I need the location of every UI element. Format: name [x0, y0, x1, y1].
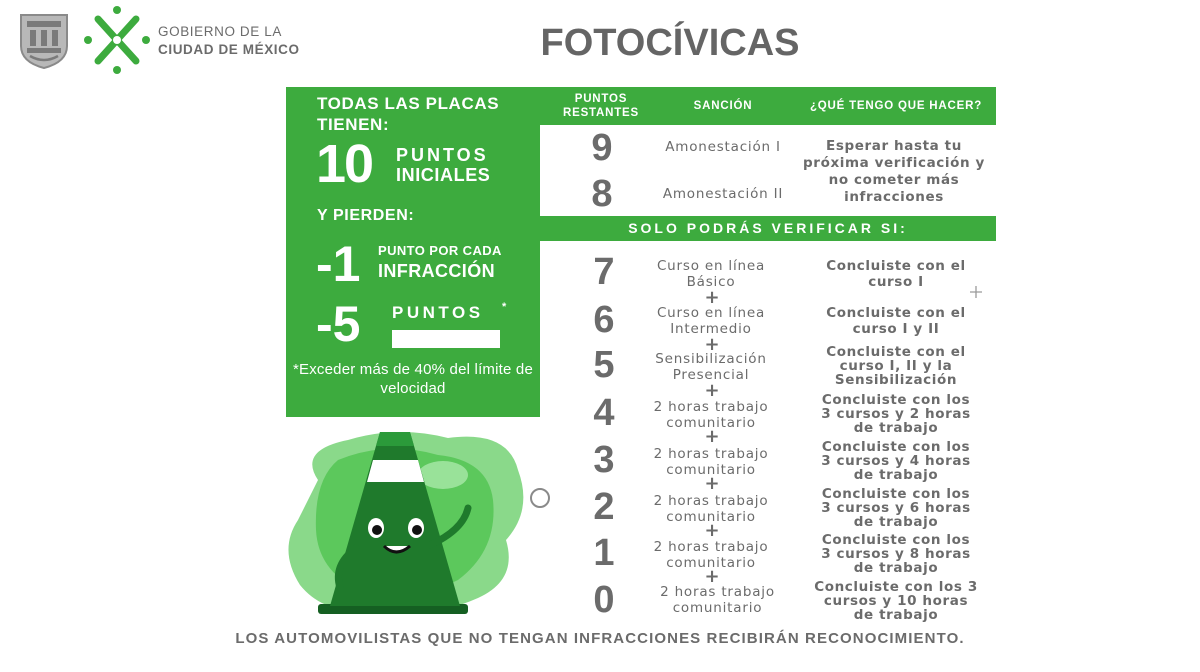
solo-podras-verificar-bar: SOLO PODRÁS VERIFICAR SI: [540, 216, 996, 241]
sancion-amonestacion-2: Amonestación II [662, 186, 784, 202]
action-row-3: Concluiste con los 3 cursos y 4 horas de trabajo [821, 439, 971, 483]
sancion-curso-basico: Curso en línea Básico [656, 258, 766, 290]
minus-one-number: -1 [316, 236, 361, 292]
table-header-bar [540, 87, 996, 125]
sancion-trabajo-comunitario: 2 horas trabajo comunitario [660, 584, 775, 616]
sancion-amonestacion-1: Amonestación I [665, 139, 781, 155]
points-9: 9 [591, 127, 613, 169]
white-bar-divider [392, 330, 500, 348]
points-8: 8 [591, 173, 613, 215]
action-row-0: Concluiste con los 3 cursos y 10 horas de trabajo [814, 579, 978, 623]
punto-por-cada-label: PUNTO POR CADA [378, 243, 502, 258]
action-row-1: Concluiste con los 3 cursos y 8 horas de trabajo [821, 532, 971, 576]
points-7: 7 [593, 251, 615, 293]
recognition-footer: LOS AUTOMOVILISTAS QUE NO TENGAN INFRACCIONES RECIBIRÁN RECONOCIMIENTO. [235, 630, 965, 647]
points-3: 3 [593, 439, 615, 481]
page-title: FOTOCÍVICAS [540, 22, 800, 64]
action-row-7: Concluiste con el curso I [826, 258, 966, 290]
col-header-points: PUNTOS RESTANTES [563, 93, 639, 119]
points-2: 2 [593, 486, 615, 528]
initial-points-number: 10 [316, 134, 373, 194]
col-header-sancion: SANCIÓN [693, 100, 753, 112]
city-crest-icon [18, 12, 70, 70]
action-row-4: Concluiste con los 3 cursos y 2 horas de trabajo [821, 392, 971, 436]
panel-headline: TODAS LAS PLACAS TIENEN: [317, 94, 500, 134]
sancion-trabajo-comunitario: 2 horas trabajo comunitario [653, 493, 769, 525]
points-1: 1 [593, 532, 615, 574]
sancion-curso-intermedio: Curso en línea Intermedio [656, 305, 766, 337]
plus-sign: + [704, 520, 720, 541]
points-5: 5 [593, 344, 615, 386]
action-row-6: Concluiste con el curso I y II [826, 305, 966, 337]
plus-sign: + [704, 380, 720, 401]
puntos-five-label: PUNTOS [392, 303, 484, 322]
sancion-sensibilizacion: Sensibilización Presencial [655, 351, 767, 383]
government-name-line2: CIUDAD DE MÉXICO [158, 42, 300, 57]
minus-five-number: -5 [316, 296, 361, 352]
sancion-trabajo-comunitario: 2 horas trabajo comunitario [653, 446, 769, 478]
puntos-label: PUNTOS [396, 145, 489, 165]
plus-sign: + [704, 566, 720, 587]
initial-points-panel [286, 87, 540, 417]
speeding-note: *Exceder más de 40% del límite de velocidad [292, 361, 534, 397]
warning-action: Esperar hasta tu próxima verificación y no cometer más infracciones [803, 138, 985, 205]
traffic-cone-mascot [278, 420, 540, 620]
government-name-line1: GOBIERNO DE LA [158, 24, 282, 39]
iniciales-label: INICIALES [396, 165, 491, 185]
plus-sign: + [704, 334, 720, 355]
points-4: 4 [593, 392, 615, 434]
pierden-label: Y PIERDEN: [317, 207, 415, 224]
plus-sign: + [704, 426, 720, 447]
action-row-5: Concluiste con el curso I, II y la Sensibilización [826, 344, 966, 388]
col-header-action: ¿QUÉ TENGO QUE HACER? [809, 100, 983, 112]
plus-sign: + [704, 473, 720, 494]
points-6: 6 [593, 299, 615, 341]
action-row-2: Concluiste con los 3 cursos y 6 horas de trabajo [821, 486, 971, 530]
points-0: 0 [593, 579, 615, 621]
plus-sign: + [704, 287, 720, 308]
cdmx-logo-icon [84, 5, 150, 75]
infraccion-label: INFRACCIÓN [378, 261, 495, 281]
sancion-trabajo-comunitario: 2 horas trabajo comunitario [653, 399, 769, 431]
asterisk-mark: * [502, 301, 507, 313]
circle-marker-icon[interactable] [529, 487, 551, 509]
sancion-trabajo-comunitario: 2 horas trabajo comunitario [653, 539, 769, 571]
